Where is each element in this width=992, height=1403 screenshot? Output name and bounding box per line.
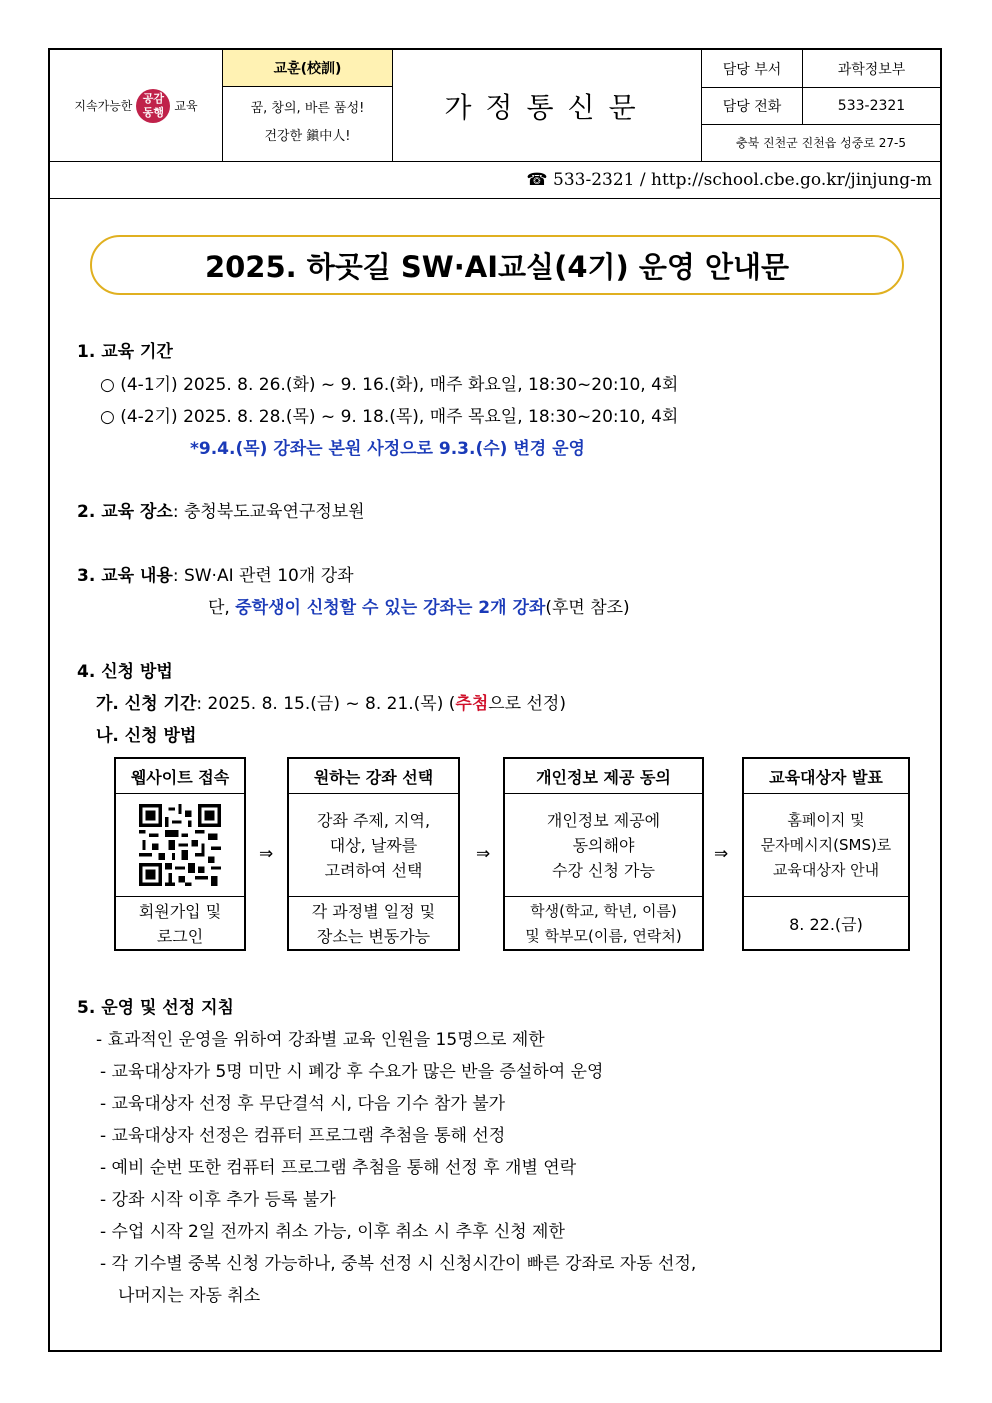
step-title: 원하는 강좌 선택 [289,759,458,794]
step-privacy-consent: 개인정보 제공 동의 개인정보 제공에 동의해야 수강 신청 가능 학생(학교, 학년, 이름) 및 학부모(이름, 연락처) [503,757,704,951]
motto-title: 교훈(校訓) [223,50,392,87]
step-announcement: 교육대상자 발표 홈페이지 및 문자메시지(SMS)로 교육대상자 안내 8. 22.(금) [742,757,910,951]
announcement-date: 8. 22.(금) [789,914,863,934]
flow-arrow-icon: ⇒ [476,844,491,864]
document-frame [48,48,942,1352]
motto-line2: 건강한 鎭中人! [264,129,351,144]
school-logo [50,50,223,161]
contact-line: ☎ 533-2321 / http://school.cbe.go.kr/jinjung-m [50,161,940,199]
step-select-course: 원하는 강좌 선택 강좌 주제, 지역, 대상, 날짜를 고려하여 선택 각 과정별 일정 및 장소는 변동가능 [287,757,460,951]
school-motto [223,50,393,161]
guideline-item: - 교육대상자 선정은 컴퓨터 프로그램 추첨을 통해 선정 [100,1126,506,1146]
period-item-2: ○ (4-2기) 2025. 8. 28.(목) ~ 9. 18.(목), 매주 목요일, 18:30~20:10, 4회 [100,407,679,427]
guideline-item: - 효과적인 운영을 위하여 강좌별 교육 인원을 15명으로 제한 [96,1030,545,1050]
section2-value: : 충청북도교육연구정보원 [172,502,365,522]
motto-line1: 꿈, 창의, 바른 품성! [250,101,365,116]
section2 [77,497,365,522]
school-address: 충북 진천군 진천읍 성중로 27-5 [735,136,906,150]
step-title: 개인정보 제공 동의 [505,759,702,794]
phone-value: 533-2321 [837,97,906,114]
section3-heading: 3. 교육 내용 [77,566,173,586]
lottery-text: 추첨 [455,694,489,714]
phone-label: 담당 전화 [702,87,803,124]
schedule-note: *9.4.(목) 강좌는 본원 사정으로 9.3.(수) 변경 운영 [190,439,585,459]
guideline-item: - 각 기수별 중복 신청 가능하나, 중복 선정 시 신청시간이 빠른 강좌로 자동 선정, [100,1254,697,1274]
guideline-continuation: 나머지는 자동 취소 [118,1286,261,1306]
guideline-item: - 강좌 시작 이후 추가 등록 불가 [100,1190,336,1210]
section5-heading: 5. 운영 및 선정 지침 [77,998,234,1018]
section3 [77,561,354,586]
guideline-item: - 교육대상자가 5명 미만 시 폐강 후 수요가 많은 반을 증설하여 운영 [100,1062,604,1082]
logo-circle-icon: 공감 동행 [136,89,170,123]
contact-meta [702,50,940,161]
dept-label: 담당 부서 [702,50,803,87]
section3-value: : SW·AI 관련 10개 강좌 [172,566,354,586]
step-bottom-line2: 로그인 [156,927,204,946]
logo-left-text: 지속가능한 [74,99,133,113]
qr-code-icon[interactable] [139,804,221,886]
flow-arrow-icon: ⇒ [714,844,729,864]
guideline-item: - 교육대상자 선정 후 무단결석 시, 다음 기수 참가 불가 [100,1094,506,1114]
step-title: 웹사이트 접속 [116,759,244,794]
letterhead [50,50,940,162]
step-bottom-line1: 회원가입 및 [138,902,222,921]
newsletter-title: 가정통신문 [393,50,702,161]
application-period: 가. 신청 기간: 2025. 8. 15.(금) ~ 8. 21.(목) (추첨으로 선정) [96,694,566,714]
flow-arrow-icon: ⇒ [259,844,274,864]
document-title: 2025. 하곳길 SW·AI교실(4기) 운영 안내문 [90,235,904,295]
step-website [114,757,246,951]
application-method-label: 나. 신청 방법 [96,726,197,746]
middle-school-highlight: 중학생이 신청할 수 있는 강좌는 2개 강좌 [235,598,546,618]
logo-right-text: 교육 [174,99,198,113]
section3-note: 단, 중학생이 신청할 수 있는 강좌는 2개 강좌(후면 참조) [208,598,630,618]
step-title: 교육대상자 발표 [744,759,908,794]
section4-heading: 4. 신청 방법 [77,662,173,682]
section1-heading: 1. 교육 기간 [77,342,173,362]
dept-value: 과학정보부 [837,61,906,78]
guideline-item: - 수업 시작 2일 전까지 취소 가능, 이후 취소 시 추후 신청 제한 [100,1222,565,1242]
period-item-1: ○ (4-1기) 2025. 8. 26.(화) ~ 9. 16.(화), 매주 화요일, 18:30~20:10, 4회 [100,375,679,395]
section2-heading: 2. 교육 장소 [77,502,173,522]
guideline-item: - 예비 순번 또한 컴퓨터 프로그램 추첨을 통해 선정 후 개별 연락 [100,1158,577,1178]
